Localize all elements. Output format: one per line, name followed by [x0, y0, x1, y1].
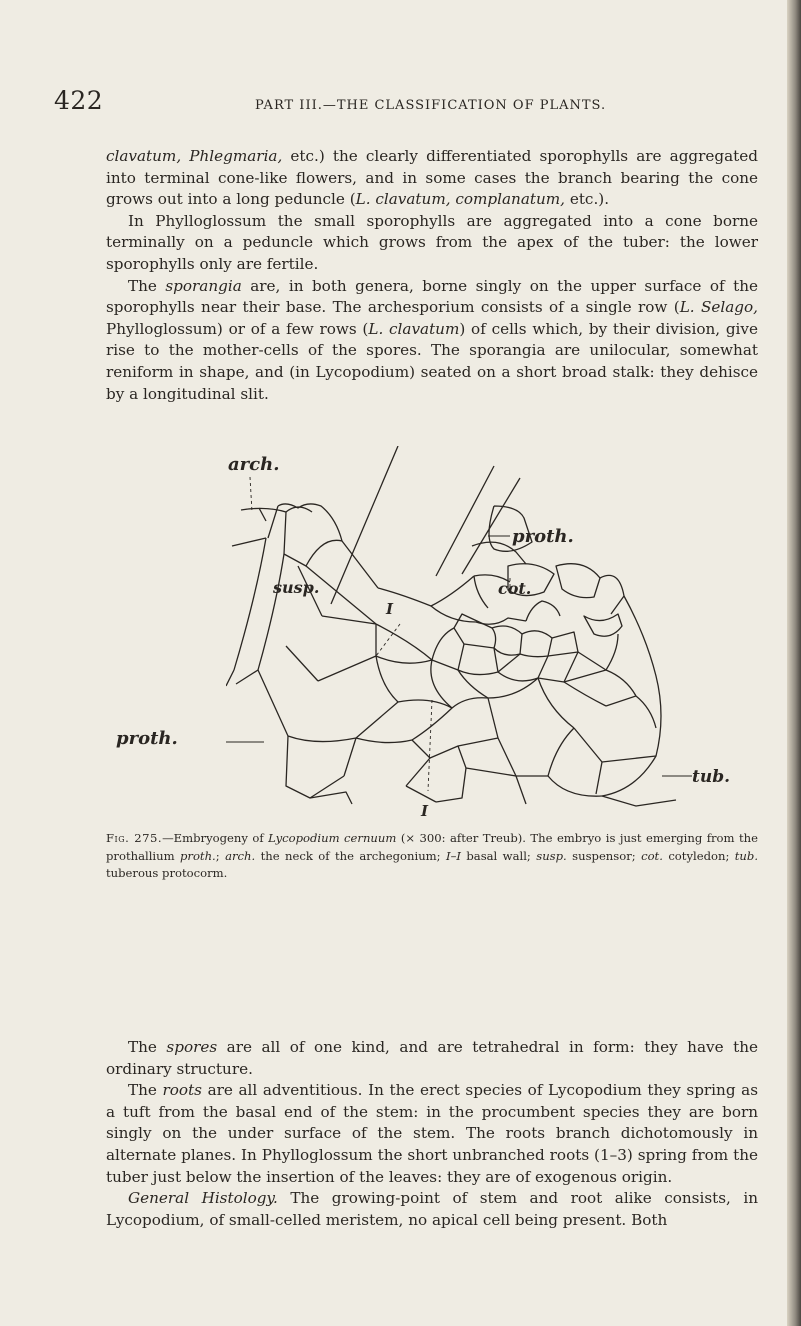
- figure-caption: [106, 830, 758, 883]
- italic-text: clavatum, Phlegmaria,: [106, 147, 283, 165]
- text-run: etc.) the clearly differentiated sporophylls are aggregated into terminal cone-like flowers, and in some cases the branch bearing the cone grows out into a long peduncle (: [106, 147, 758, 209]
- text-run: suspensor;: [566, 848, 642, 863]
- italic-text: cot.: [641, 848, 663, 863]
- text-run: cotyledon;: [662, 848, 735, 863]
- italic-text: arch.: [225, 848, 256, 863]
- page-header: [54, 86, 754, 126]
- text-run: are, in both genera, borne singly on the upper surface of the sporophylls near their base. The archesporium consists of a single row (: [106, 276, 758, 317]
- basal-wall-guides: [226, 477, 698, 791]
- paragraph: [106, 1188, 758, 1231]
- label-proth-left: proth.: [116, 728, 178, 749]
- text-run: The: [128, 1038, 167, 1056]
- cell-walls: [226, 446, 676, 806]
- italic-text: I–I: [445, 848, 461, 863]
- text-run: The: [128, 276, 166, 295]
- text-run: —Embryogeny of: [162, 831, 269, 845]
- text-run: are all of one kind, and are tetrahedral in form: they have the ordinary structure.: [106, 1038, 758, 1078]
- page-edge-shadow: [787, 0, 801, 1326]
- label-susp: susp.: [273, 578, 320, 597]
- italic-text: roots: [162, 1081, 202, 1100]
- caption-text: [106, 831, 758, 880]
- italic-text: L. clavatum, complanatum,: [355, 190, 566, 209]
- text-run: In Phylloglossum the small sporophylls are aggregated into a cone borne terminally on a peduncle which grows from the apex of the tuber: the lower sporophylls only are fertile.: [106, 211, 758, 273]
- label-tub: tub.: [692, 767, 731, 787]
- embryo-figure: [226, 446, 751, 819]
- figure-number: Fig. 275.: [106, 831, 163, 845]
- text-run: The: [128, 1081, 163, 1100]
- italic-text: sporangia: [165, 276, 242, 295]
- text-run: are all adventitious. In the erect species of Lycopodium they spring as a tuft from the basal end of the stem: in the procumbent species they are born singly on the under surface of the stem. The roots branch dichotomously in alternate planes. In Phylloglossum the short unbranched roots (1–3) spring from the tuber just below the insertion of the leaves: they are of exogenous origin.: [106, 1081, 758, 1186]
- text-run: the neck of the archegonium;: [255, 848, 446, 863]
- paragraph: [106, 211, 758, 276]
- italic-text: tub.: [734, 848, 758, 863]
- text-run: ;: [215, 848, 226, 863]
- text-run: tuberous protocorm.: [106, 866, 228, 881]
- text-run: etc.).: [565, 190, 610, 209]
- paragraph: [106, 1037, 758, 1080]
- italic-text: spores: [166, 1038, 218, 1056]
- text-run: (× 300: after Treub). The embryo is just emerging from the prothallium: [106, 831, 758, 863]
- italic-text: L. clavatum: [368, 319, 460, 338]
- label-basal-upper: I: [386, 600, 394, 618]
- embryo-drawing: [226, 446, 751, 819]
- italic-text: susp.: [536, 848, 567, 863]
- page-number: 422: [54, 86, 104, 115]
- italic-text: proth.: [179, 848, 216, 863]
- label-cot: cot.: [498, 579, 532, 598]
- label-proth-left-wrap: [116, 728, 178, 749]
- text-run: ) of cells which, by their division, give rise to the mother-cells of the spores. The sporangia are unilocular, somewhat reniform in shape, and (in Lycopodium) seated on a short broad stalk: they dehisce by a longitudinal slit.: [106, 319, 758, 403]
- text-run: The growing-point of stem and root alike consists, in Lycopodium, of small-celled meristem, no apical cell being present. Both: [106, 1189, 758, 1229]
- italic-text: Lycopodium cernuum: [268, 831, 397, 845]
- italic-text: General Histology.: [128, 1189, 278, 1208]
- label-proth-top: proth.: [512, 526, 574, 547]
- text-run: basal wall;: [460, 848, 537, 863]
- paragraph: [106, 1080, 758, 1188]
- italic-text: L. Selago,: [679, 298, 758, 317]
- paragraph: [106, 276, 758, 406]
- label-arch: arch.: [228, 454, 280, 475]
- paragraph: [106, 146, 758, 211]
- running-head: PART III.—THE CLASSIFICATION OF PLANTS.: [255, 98, 607, 113]
- label-basal-lower: I: [421, 802, 429, 819]
- body-text-top: [106, 146, 758, 405]
- text-run: Phylloglossum) or of a few rows (: [106, 319, 369, 338]
- body-text-bottom: [106, 1037, 758, 1231]
